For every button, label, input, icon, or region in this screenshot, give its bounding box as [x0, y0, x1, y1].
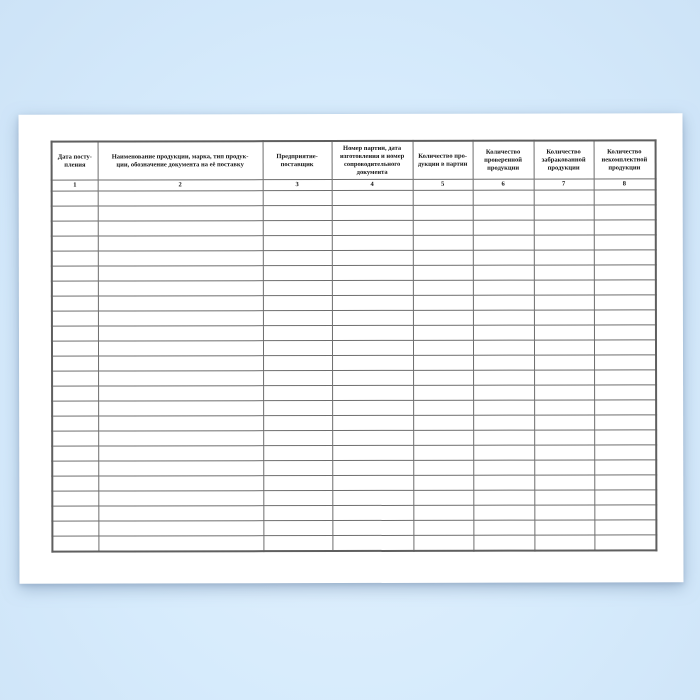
table-row — [52, 535, 656, 551]
table-cell — [98, 221, 263, 236]
table-cell — [594, 355, 656, 370]
table-cell — [534, 415, 594, 430]
table-cell — [534, 445, 594, 460]
table-cell — [98, 416, 263, 431]
table-cell — [98, 326, 263, 341]
table-cell — [413, 220, 473, 235]
table-cell — [52, 491, 98, 506]
table-cell — [473, 340, 534, 355]
table-cell — [413, 415, 473, 430]
table-cell — [263, 476, 332, 491]
column-number: 2 — [98, 180, 263, 191]
header-qty-in-batch: Количество про- дукции в партии — [413, 141, 473, 180]
table-cell — [263, 236, 332, 251]
table-cell — [332, 460, 413, 475]
table-cell — [473, 400, 534, 415]
table-row — [52, 370, 656, 386]
table-cell — [594, 310, 656, 325]
table-cell — [332, 190, 413, 205]
table-cell — [594, 415, 656, 430]
table-cell — [473, 460, 534, 475]
table-cell — [98, 281, 263, 296]
table-cell — [263, 341, 332, 356]
incoming-inspection-journal-table — [51, 139, 658, 552]
table-cell — [413, 295, 473, 310]
table-cell — [332, 280, 413, 295]
table-cell — [263, 221, 332, 236]
table-cell — [98, 506, 263, 521]
table-cell — [52, 251, 98, 266]
table-cell — [534, 355, 594, 370]
table-cell — [594, 325, 656, 340]
table-cell — [594, 205, 656, 220]
table-cell — [263, 356, 332, 371]
table-cell — [52, 191, 98, 206]
table-cell — [534, 535, 594, 550]
table-cell — [413, 310, 473, 325]
table-cell — [413, 475, 473, 490]
column-number-row — [52, 179, 656, 191]
header-supplier: Предприятие- поставщик — [263, 141, 332, 180]
table-row — [52, 325, 656, 341]
table-cell — [534, 295, 594, 310]
table-cell — [473, 535, 534, 550]
table-cell — [98, 356, 263, 371]
column-number: 8 — [594, 179, 656, 190]
table-cell — [594, 430, 656, 445]
table-cell — [332, 355, 413, 370]
table-cell — [473, 415, 534, 430]
table-cell — [52, 446, 98, 461]
table-cell — [413, 385, 473, 400]
table-body — [52, 190, 657, 551]
table-cell — [594, 280, 656, 295]
column-number: 1 — [52, 180, 98, 191]
table-row — [52, 235, 656, 251]
table-cell — [332, 205, 413, 220]
table-cell — [473, 505, 534, 520]
table-cell — [473, 475, 534, 490]
table-cell — [594, 265, 656, 280]
table-cell — [413, 490, 473, 505]
table-cell — [534, 520, 594, 535]
table-cell — [263, 206, 332, 221]
table-cell — [52, 296, 98, 311]
table-cell — [534, 265, 594, 280]
table-cell — [413, 370, 473, 385]
table-cell — [332, 370, 413, 385]
table-cell — [263, 281, 332, 296]
table-cell — [98, 491, 263, 506]
table-cell — [263, 251, 332, 266]
table-cell — [413, 400, 473, 415]
table-cell — [534, 430, 594, 445]
table-cell — [332, 265, 413, 280]
table-cell — [98, 401, 263, 416]
table-cell — [413, 430, 473, 445]
document-page — [19, 113, 684, 583]
table-cell — [52, 236, 98, 251]
table-row — [52, 220, 656, 236]
table-cell — [594, 460, 656, 475]
header-date-received: Дата посту- пления — [52, 142, 98, 181]
table-cell — [332, 505, 413, 520]
table-cell — [534, 325, 594, 340]
table-row — [52, 295, 656, 311]
table-cell — [332, 220, 413, 235]
table-cell — [534, 490, 594, 505]
table-cell — [263, 431, 332, 446]
table-row — [52, 265, 656, 281]
table-cell — [534, 370, 594, 385]
table-cell — [594, 295, 656, 310]
table-cell — [98, 386, 263, 401]
column-number: 6 — [473, 179, 534, 190]
table-cell — [98, 446, 263, 461]
table-row — [52, 250, 656, 266]
table-cell — [534, 235, 594, 250]
column-number: 3 — [263, 180, 332, 191]
table-cell — [594, 340, 656, 355]
table-row — [52, 340, 656, 356]
table-cell — [332, 445, 413, 460]
table-cell — [332, 535, 413, 550]
table-cell — [332, 310, 413, 325]
table-cell — [52, 281, 98, 296]
table-cell — [52, 431, 98, 446]
table-cell — [534, 220, 594, 235]
table-cell — [413, 520, 473, 535]
table-cell — [594, 400, 656, 415]
table-cell — [263, 491, 332, 506]
table-cell — [473, 445, 534, 460]
table-cell — [332, 475, 413, 490]
header-qty-rejected: Количество забракованной продукции — [534, 140, 594, 179]
table-cell — [332, 490, 413, 505]
table-cell — [413, 355, 473, 370]
header-product-name: Наименование продукции, марка, тип продук- ции, обозначение документа на её поставку — [98, 141, 263, 180]
header-qty-checked: Количество проверенной продукции — [473, 141, 534, 180]
table-cell — [594, 445, 656, 460]
table-cell — [534, 505, 594, 520]
table-cell — [534, 340, 594, 355]
table-cell — [473, 430, 534, 445]
table-cell — [332, 430, 413, 445]
table-cell — [263, 416, 332, 431]
table-cell — [473, 205, 534, 220]
table-cell — [263, 521, 332, 536]
table-cell — [534, 460, 594, 475]
table-cell — [98, 206, 263, 221]
table-cell — [594, 475, 656, 490]
table-cell — [98, 431, 263, 446]
table-cell — [413, 205, 473, 220]
table-cell — [98, 191, 263, 206]
table-cell — [52, 536, 98, 551]
table-cell — [52, 521, 98, 536]
table-cell — [473, 490, 534, 505]
table-row — [52, 310, 656, 326]
table-cell — [594, 535, 656, 550]
table-cell — [98, 461, 263, 476]
table-cell — [534, 385, 594, 400]
table-cell — [473, 520, 534, 535]
table-cell — [52, 461, 98, 476]
table-cell — [413, 460, 473, 475]
table-cell — [413, 190, 473, 205]
table-cell — [52, 506, 98, 521]
table-cell — [473, 370, 534, 385]
table-cell — [594, 250, 656, 265]
table-cell — [594, 190, 656, 205]
table-cell — [534, 205, 594, 220]
table-cell — [52, 386, 98, 401]
table-cell — [98, 536, 263, 551]
table-cell — [263, 266, 332, 281]
table-cell — [263, 446, 332, 461]
table-cell — [332, 295, 413, 310]
table-cell — [534, 280, 594, 295]
table-cell — [473, 235, 534, 250]
table-cell — [534, 475, 594, 490]
table-cell — [332, 250, 413, 265]
table-cell — [594, 520, 656, 535]
table-cell — [413, 325, 473, 340]
table-cell — [52, 356, 98, 371]
table-row — [52, 400, 656, 416]
table-cell — [263, 506, 332, 521]
table-cell — [473, 190, 534, 205]
table-cell — [263, 461, 332, 476]
table-cell — [413, 280, 473, 295]
table-row — [52, 415, 656, 431]
table-cell — [473, 385, 534, 400]
table-cell — [98, 296, 263, 311]
table-cell — [413, 535, 473, 550]
table-cell — [52, 206, 98, 221]
table-cell — [263, 386, 332, 401]
table-cell — [52, 311, 98, 326]
table-cell — [594, 385, 656, 400]
table-cell — [332, 400, 413, 415]
table-cell — [413, 250, 473, 265]
table-cell — [594, 490, 656, 505]
table-row — [52, 190, 656, 206]
table-cell — [263, 401, 332, 416]
table-cell — [52, 476, 98, 491]
table-cell — [413, 445, 473, 460]
table-row — [52, 385, 656, 401]
table-cell — [52, 401, 98, 416]
table-cell — [413, 340, 473, 355]
table-cell — [594, 370, 656, 385]
table-cell — [52, 266, 98, 281]
table-cell — [473, 280, 534, 295]
table-cell — [263, 191, 332, 206]
table-row — [52, 505, 656, 521]
table-cell — [332, 415, 413, 430]
table-cell — [52, 416, 98, 431]
table-cell — [98, 341, 263, 356]
table-cell — [52, 221, 98, 236]
header-batch-number: Номер партии, дата изготовления и номер сопроводительного документа — [332, 141, 413, 180]
table-cell — [263, 296, 332, 311]
table-cell — [534, 310, 594, 325]
table-cell — [473, 355, 534, 370]
table-cell — [52, 341, 98, 356]
table-cell — [332, 235, 413, 250]
table-cell — [332, 385, 413, 400]
table-row — [52, 520, 656, 536]
table-cell — [534, 190, 594, 205]
table-row — [52, 475, 656, 491]
header-row — [52, 140, 656, 180]
table-row — [52, 460, 656, 476]
table-cell — [594, 505, 656, 520]
table-cell — [98, 476, 263, 491]
table-cell — [534, 250, 594, 265]
table-cell — [473, 250, 534, 265]
table-cell — [263, 536, 332, 551]
header-qty-incomplete: Количество некомплектной продукции — [594, 140, 656, 179]
table-cell — [413, 505, 473, 520]
table-cell — [98, 521, 263, 536]
table-cell — [413, 235, 473, 250]
table-cell — [263, 311, 332, 326]
table-row — [52, 205, 656, 221]
column-number: 5 — [413, 179, 473, 190]
table-cell — [473, 265, 534, 280]
table-cell — [473, 220, 534, 235]
column-number: 7 — [534, 179, 594, 190]
table-cell — [263, 326, 332, 341]
table-cell — [534, 400, 594, 415]
table-cell — [263, 371, 332, 386]
table-cell — [52, 326, 98, 341]
table-row — [52, 445, 656, 461]
table-cell — [332, 340, 413, 355]
table-cell — [98, 311, 263, 326]
table-cell — [52, 371, 98, 386]
column-number: 4 — [332, 179, 413, 190]
table-row — [52, 430, 656, 446]
table-cell — [473, 295, 534, 310]
table-cell — [98, 251, 263, 266]
table-cell — [98, 371, 263, 386]
table-cell — [594, 235, 656, 250]
table-cell — [594, 220, 656, 235]
table-cell — [413, 265, 473, 280]
table-row — [52, 280, 656, 296]
table-row — [52, 355, 656, 371]
table-cell — [332, 520, 413, 535]
table-row — [52, 490, 656, 506]
table-cell — [332, 325, 413, 340]
table-cell — [98, 236, 263, 251]
table-cell — [473, 325, 534, 340]
table-cell — [473, 310, 534, 325]
table-cell — [98, 266, 263, 281]
